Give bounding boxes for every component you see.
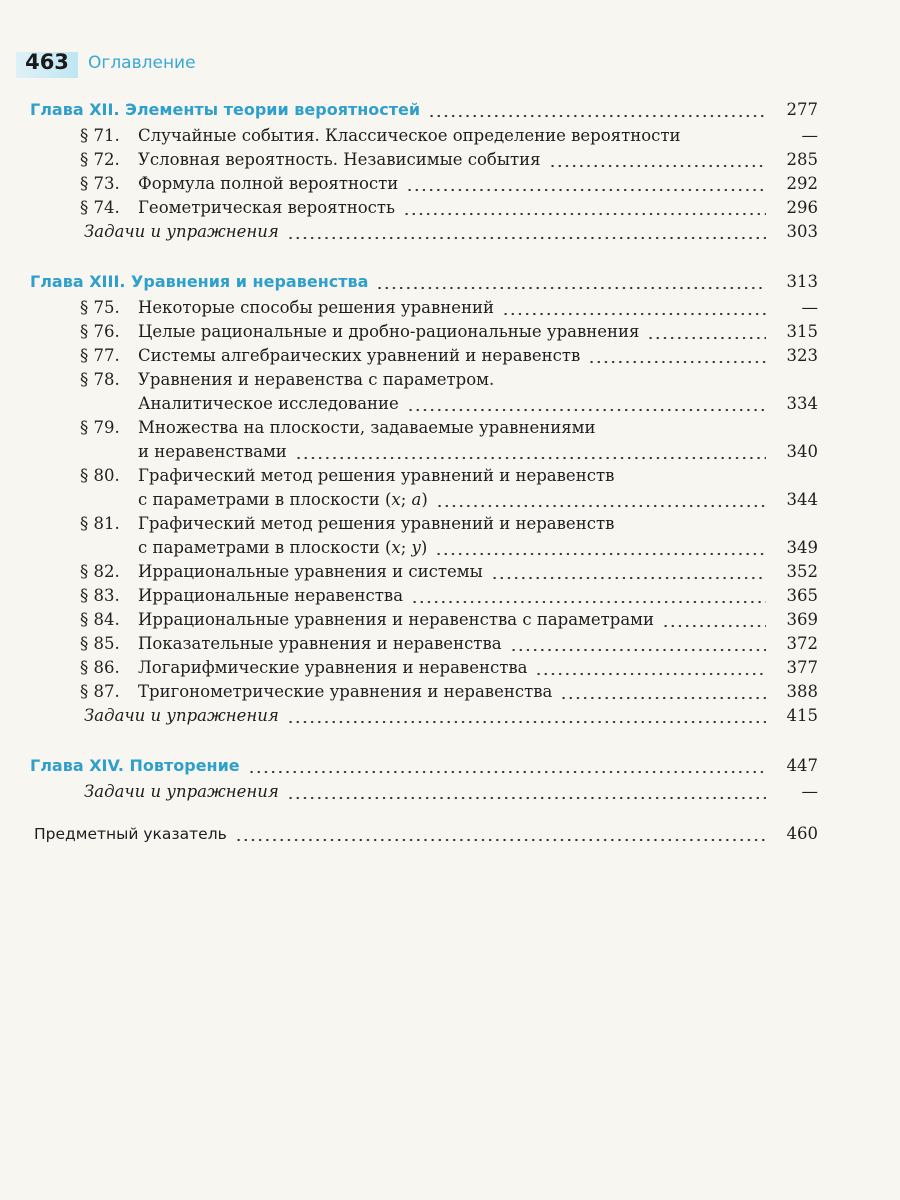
entry-title: с параметрами в плоскости (x; y) xyxy=(138,538,428,557)
entry-title: и неравенствами xyxy=(138,442,287,461)
entry-title: Множества на плоскости, задаваемые уравнениями xyxy=(138,418,596,437)
page-ref: — xyxy=(801,298,818,317)
page-ref: 388 xyxy=(786,682,818,701)
page-ref: 315 xyxy=(786,322,818,341)
section-number: § 77. xyxy=(80,346,120,365)
dot-leader xyxy=(376,286,766,290)
section-number: § 74. xyxy=(80,198,120,217)
page-ref: 292 xyxy=(786,174,818,193)
page-ref: 296 xyxy=(786,198,818,217)
entry-title: Задачи и упражнения xyxy=(84,222,279,241)
running-title: Оглавление xyxy=(88,53,196,73)
entry-title: Иррациональные неравенства xyxy=(138,586,404,605)
page-ref: 377 xyxy=(786,658,818,677)
entry-title: Графический метод решения уравнений и неравенств xyxy=(138,514,615,533)
entry-title: Задачи и упражнения xyxy=(84,782,279,801)
section-number: § 83. xyxy=(80,586,120,605)
page-ref: 349 xyxy=(786,538,818,557)
dot-leader xyxy=(411,600,766,604)
entry-title: Уравнения и неравенства с параметром. xyxy=(138,370,495,389)
page-ref: — xyxy=(801,126,818,145)
entry-title: Некоторые способы решения уравнений xyxy=(138,298,495,317)
dot-leader xyxy=(287,720,766,724)
section-number: § 81. xyxy=(80,514,120,533)
dot-leader xyxy=(406,188,766,192)
dot-leader xyxy=(436,504,766,508)
entry-title: Иррациональные уравнения и неравенства с параметрами xyxy=(138,610,655,629)
page-ref: 369 xyxy=(786,610,818,629)
dot-leader xyxy=(287,796,766,800)
entry-title: Предметный указатель xyxy=(34,825,227,843)
entry-title: Задачи и упражнения xyxy=(84,706,279,725)
page-ref: — xyxy=(801,782,818,801)
dot-leader xyxy=(428,114,766,118)
section-number: § 71. xyxy=(80,126,120,145)
entry-title: Глава XII. Элементы теории вероятностей xyxy=(30,100,421,119)
dot-leader xyxy=(510,648,766,652)
page-ref: 415 xyxy=(786,706,818,725)
page-ref: 344 xyxy=(786,490,818,509)
section-number: § 73. xyxy=(80,174,120,193)
entry-title: Аналитическое исследование xyxy=(138,394,399,413)
dot-leader xyxy=(588,360,766,364)
page-ref: 365 xyxy=(786,586,818,605)
page-ref: 460 xyxy=(786,824,818,843)
dot-leader xyxy=(287,236,766,240)
entry-title: Целые рациональные и дробно-рациональные уравнения xyxy=(138,322,640,341)
page-ref: 323 xyxy=(786,346,818,365)
entry-title: Геометрическая вероятность xyxy=(138,198,395,217)
section-number: § 79. xyxy=(80,418,120,437)
entry-title: Логарифмические уравнения и неравенства xyxy=(138,658,528,677)
dot-leader xyxy=(235,838,766,842)
page-ref: 340 xyxy=(786,442,818,461)
page-ref: 352 xyxy=(786,562,818,581)
section-number: § 84. xyxy=(80,610,120,629)
page-number: 463 xyxy=(25,50,69,74)
page-ref: 285 xyxy=(786,150,818,169)
entry-title: с параметрами в плоскости (x; a) xyxy=(138,490,428,509)
entry-title: Системы алгебраических уравнений и неравенств xyxy=(138,346,581,365)
dot-leader xyxy=(662,624,766,628)
page-ref: 334 xyxy=(786,394,818,413)
page-ref: 303 xyxy=(786,222,818,241)
entry-title: Графический метод решения уравнений и неравенств xyxy=(138,466,615,485)
dot-leader xyxy=(560,696,766,700)
dot-leader xyxy=(647,336,766,340)
page-ref: 313 xyxy=(786,272,818,291)
page-ref: 372 xyxy=(786,634,818,653)
section-number: § 80. xyxy=(80,466,120,485)
section-number: § 85. xyxy=(80,634,120,653)
section-number: § 76. xyxy=(80,322,120,341)
entry-title: Условная вероятность. Независимые события xyxy=(138,150,541,169)
section-number: § 82. xyxy=(80,562,120,581)
entry-title: Глава XIII. Уравнения и неравенства xyxy=(30,272,369,291)
dot-leader xyxy=(248,770,766,774)
entry-title: Глава XIV. Повторение xyxy=(30,756,240,775)
dot-leader xyxy=(295,456,766,460)
dot-leader xyxy=(502,312,766,316)
section-number: § 87. xyxy=(80,682,120,701)
dot-leader xyxy=(407,408,766,412)
entry-title: Формула полной вероятности xyxy=(138,174,399,193)
page-ref: 277 xyxy=(786,100,818,119)
entry-title: Иррациональные уравнения и системы xyxy=(138,562,483,581)
entry-title: Случайные события. Классическое определение вероятности xyxy=(138,126,681,145)
dot-leader xyxy=(549,164,767,168)
dot-leader xyxy=(535,672,766,676)
section-number: § 86. xyxy=(80,658,120,677)
dot-leader xyxy=(403,212,766,216)
section-number: § 75. xyxy=(80,298,120,317)
entry-title: Показательные уравнения и неравенства xyxy=(138,634,502,653)
section-number: § 78. xyxy=(80,370,120,389)
dot-leader xyxy=(435,552,766,556)
page-ref: 447 xyxy=(786,756,818,775)
dot-leader xyxy=(491,576,766,580)
section-number: § 72. xyxy=(80,150,120,169)
entry-title: Тригонометрические уравнения и неравенства xyxy=(138,682,553,701)
